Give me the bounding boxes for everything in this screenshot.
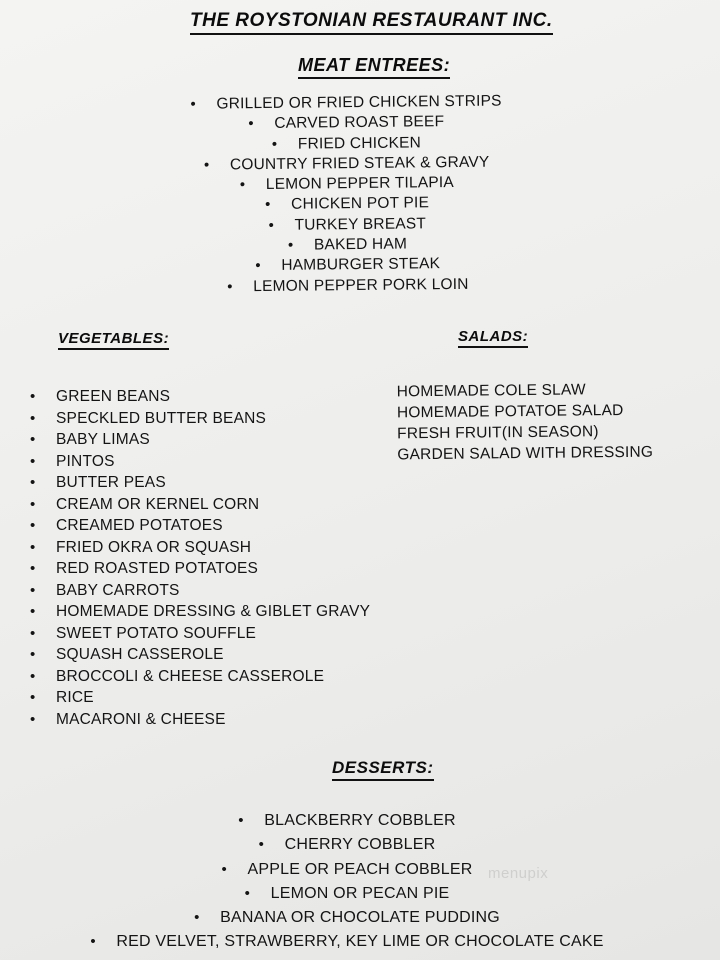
vegetables-heading: VEGETABLES: — [58, 330, 169, 350]
list-item: • BROCCOLI & CHEESE CASSEROLE — [56, 666, 370, 688]
list-item: • RICE — [56, 687, 370, 709]
list-item: • CHICKEN POT PIE — [291, 194, 429, 216]
list-item: FRESH FRUIT(IN SEASON) — [397, 423, 599, 443]
list-item: • BUTTER PEAS — [56, 472, 370, 494]
list-item: • BAKED HAM — [314, 235, 407, 256]
list-item: • FRIED CHICKEN — [298, 133, 421, 155]
list-item: • HOMEMADE DRESSING & GIBLET GRAVY — [56, 601, 370, 623]
list-item: • SQUASH CASSEROLE — [56, 644, 370, 666]
list-item: • SWEET POTATO SOUFFLE — [56, 623, 370, 645]
list-item: • RED ROASTED POTATOES — [56, 558, 370, 580]
watermark: menupix — [488, 865, 549, 882]
vegetables-list — [56, 386, 370, 730]
list-item: HOMEMADE POTATOE SALAD — [396, 401, 624, 422]
list-item: • MACARONI & CHEESE — [56, 709, 370, 731]
list-item: GARDEN SALAD WITH DRESSING — [397, 443, 654, 464]
list-item: • BABY LIMAS — [56, 429, 370, 451]
list-item: • BLACKBERRY COBBLER — [264, 809, 456, 833]
list-item: • FRIED OKRA OR SQUASH — [56, 537, 370, 559]
list-item: • GRILLED OR FRIED CHICKEN STRIPS — [216, 92, 501, 115]
list-item: • BABY CARROTS — [56, 580, 370, 602]
desserts-heading: DESSERTS: — [332, 758, 434, 781]
list-item: • LEMON PEPPER PORK LOIN — [253, 275, 469, 298]
list-item: • CREAMED POTATOES — [56, 515, 370, 537]
list-item: • BANANA OR CHOCOLATE PUDDING — [220, 906, 500, 930]
meat-entrees-heading: MEAT ENTREES: — [298, 55, 450, 79]
salads-list — [397, 379, 654, 466]
salads-heading: SALADS: — [458, 328, 528, 348]
list-item: • CREAM OR KERNEL CORN — [56, 494, 370, 516]
meat-entrees-list — [0, 89, 720, 299]
list-item: • TURKEY BREAST — [294, 214, 426, 236]
list-item: • RED VELVET, STRAWBERRY, KEY LIME OR CHOCOLATE CAKE — [116, 930, 603, 954]
list-item: • APPLE OR PEACH COBBLER — [248, 858, 473, 882]
list-item: • GREEN BEANS — [56, 386, 370, 408]
list-item: • LEMON PEPPER TILAPIA — [266, 173, 454, 195]
list-item: • HAMBURGER STEAK — [281, 255, 440, 277]
list-item: • PINTOS — [56, 451, 370, 473]
list-item: • CHERRY COBBLER — [285, 833, 436, 857]
desserts-list — [0, 809, 720, 955]
list-item: • SPECKLED BUTTER BEANS — [56, 408, 370, 430]
list-item: • LEMON OR PECAN PIE — [271, 882, 450, 906]
restaurant-title: THE ROYSTONIAN RESTAURANT INC. — [190, 10, 553, 35]
list-item: HOMEMADE COLE SLAW — [396, 381, 586, 401]
list-item: • COUNTRY FRIED STEAK & GRAVY — [230, 153, 490, 176]
list-item: • CARVED ROAST BEEF — [274, 112, 444, 134]
